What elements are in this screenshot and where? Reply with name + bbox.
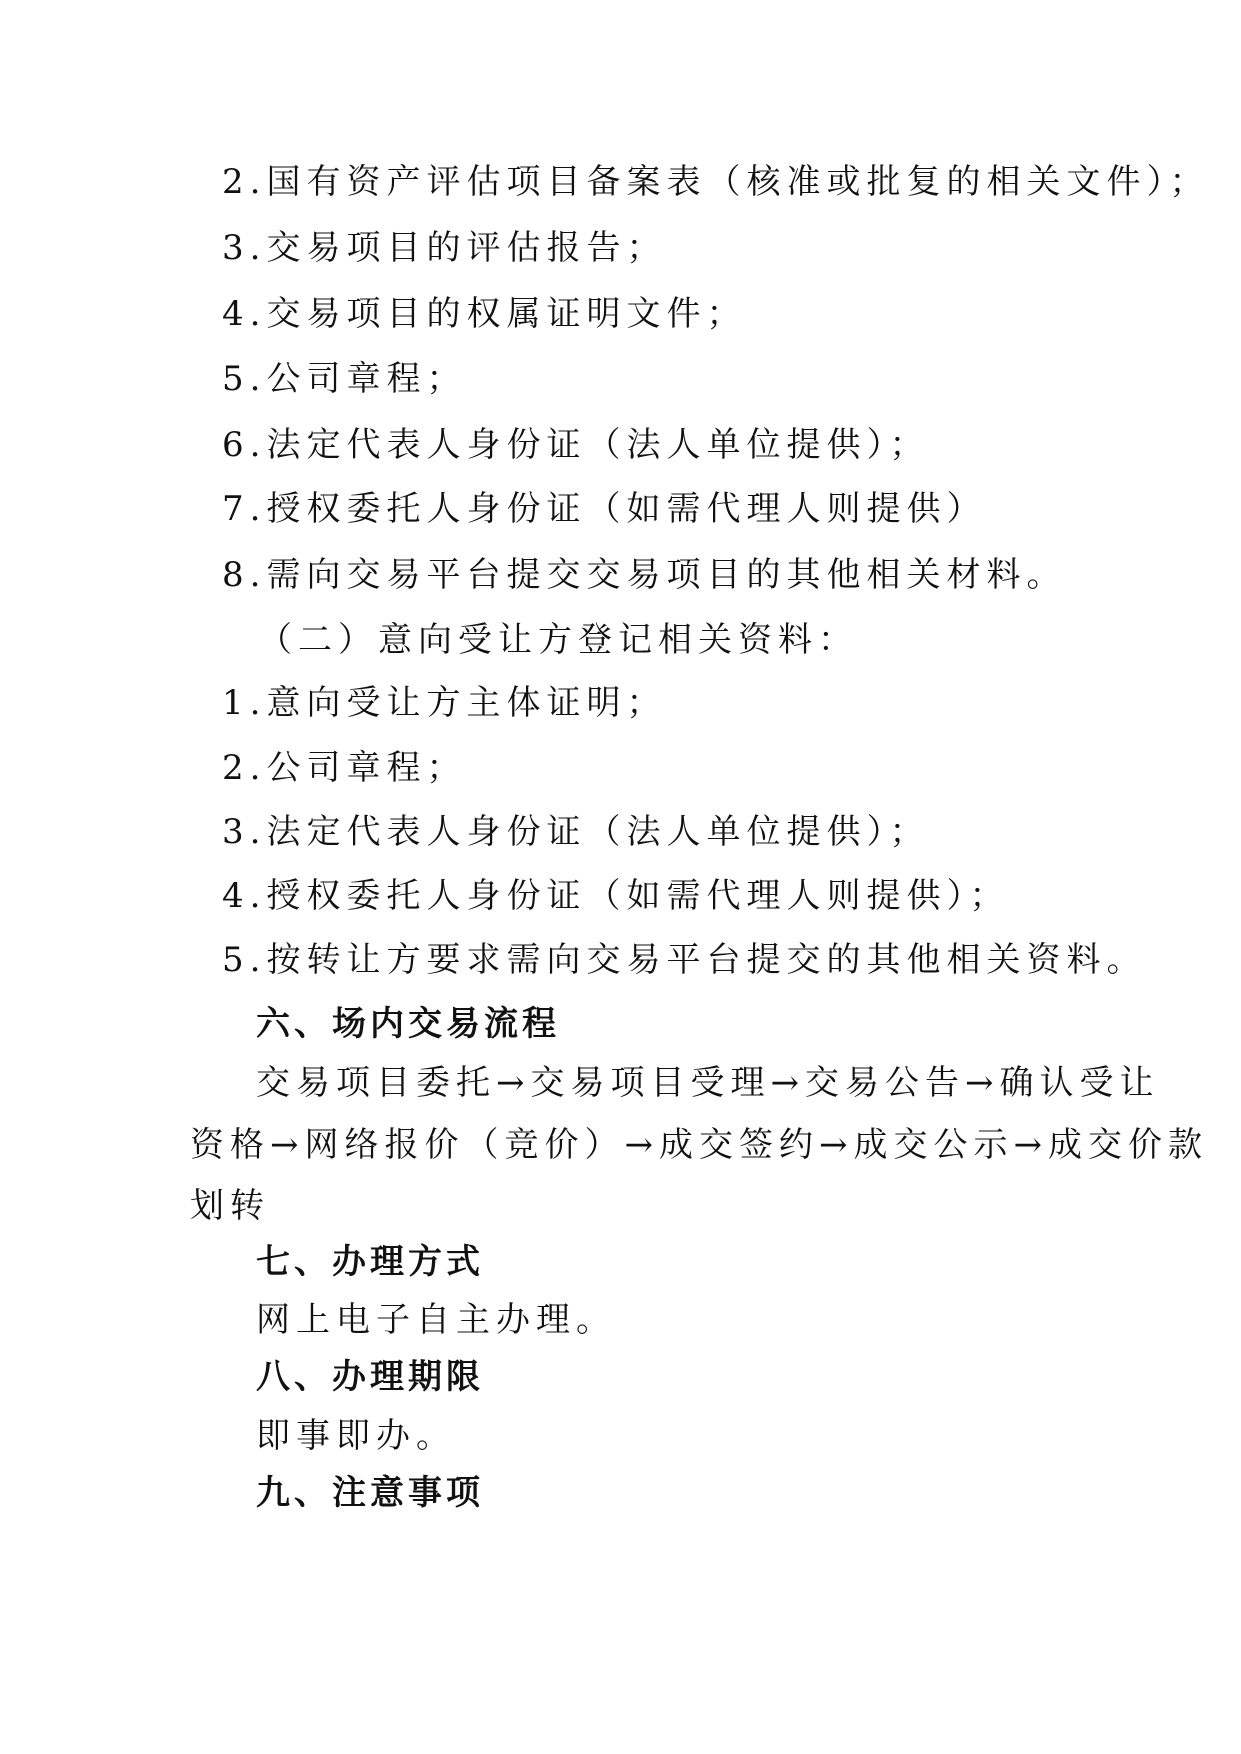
list-item: 4.交易项目的权属证明文件； [222,294,747,334]
list-item: 1.意向受让方主体证明； [222,683,667,723]
paragraph-line: 交易项目委托→交易项目受理→交易公告→确认受让 [256,1063,1160,1103]
list-item: 8.需向交易平台提交交易项目的其他相关材料。 [222,555,1067,595]
section-heading-notes: 九、注意事项 [256,1473,484,1513]
section-heading-trading-process: 六、场内交易流程 [256,1004,560,1044]
list-item: 6.法定代表人身份证（法人单位提供）； [222,425,930,465]
list-item: 2.国有资产评估项目备案表（核准或批复的相关文件）； [222,162,1210,202]
section-heading-handling-method: 七、办理方式 [256,1242,484,1282]
list-item: 2.公司章程； [222,748,467,788]
subsection-heading: （二）意向受让方登记相关资料： [258,620,858,660]
paragraph-line: 划转 [190,1186,270,1226]
list-item: 5.公司章程； [222,359,467,399]
section-heading-handling-period: 八、办理期限 [256,1357,484,1397]
list-item: 3.交易项目的评估报告； [222,228,667,268]
list-item: 7.授权委托人身份证（如需代理人则提供） [222,489,987,529]
list-item: 3.法定代表人身份证（法人单位提供）； [222,812,930,852]
list-item: 4.授权委托人身份证（如需代理人则提供）； [222,876,1010,916]
paragraph-line: 资格→网络报价（竞价）→成交签约→成交公示→成交价款 [190,1125,1208,1165]
paragraph-line: 网上电子自主办理。 [256,1300,616,1340]
paragraph-line: 即事即办。 [256,1416,456,1456]
list-item: 5.按转让方要求需向交易平台提交的其他相关资料。 [222,940,1147,980]
